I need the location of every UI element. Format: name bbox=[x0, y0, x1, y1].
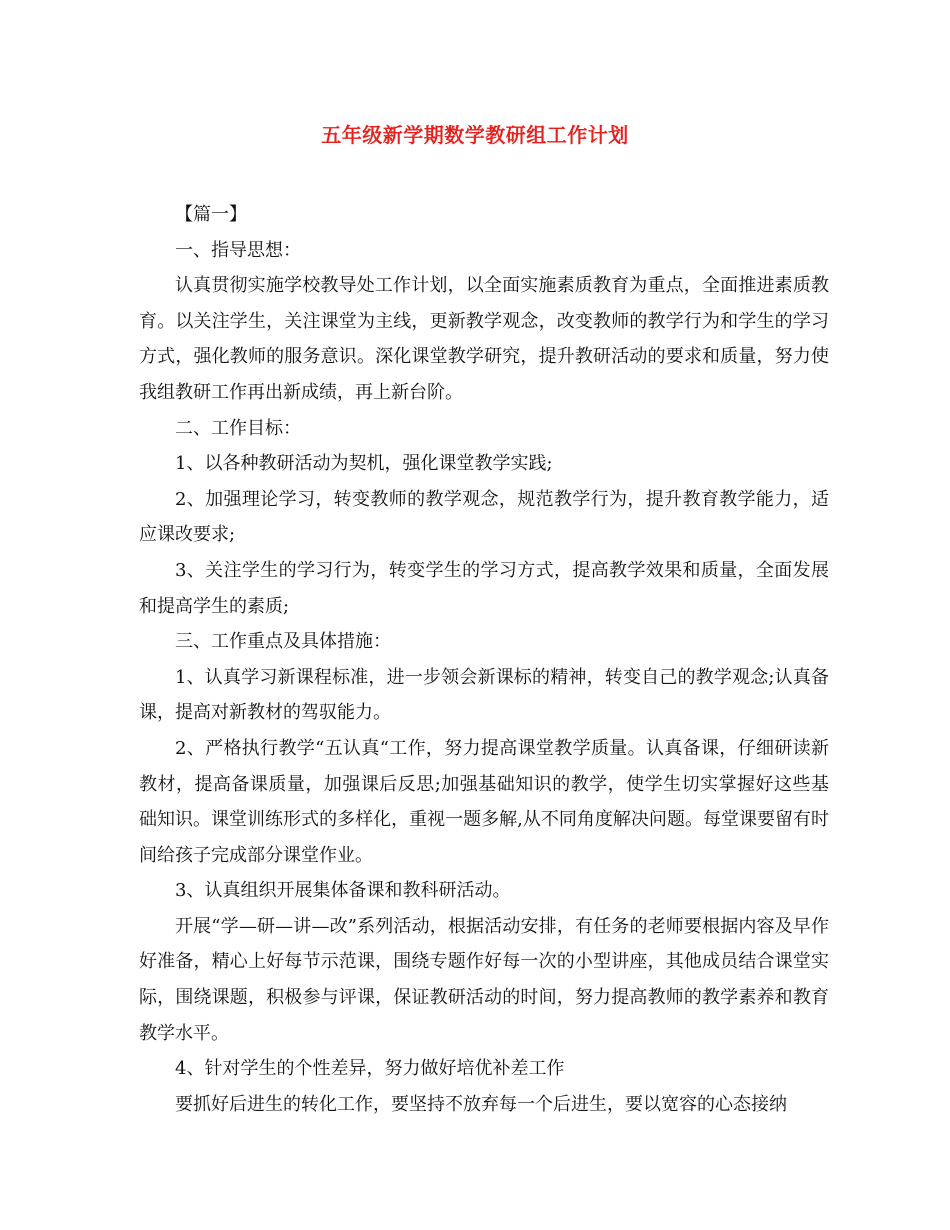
paragraph-underachievers: 要抓好后进生的转化工作，要坚持不放弃每一个后进生，要以宽容的心态接纳 bbox=[175, 1093, 787, 1115]
paragraph-guiding-idea: 认真贯彻实施学校教导处工作计划，以全面实施素质教育为重点，全面推进素质教育。以关注学生，关注课堂为主线，更新教学观念，改变教师的教学行为和学生的学习方式，强化教师的服务意识。深化课堂教学研究，提升教研活动的要求和质量，努力使我组教研工作再出新成绩，再上新台阶。 bbox=[139, 275, 829, 403]
measure-item-1: 1、认真学习新课程标准，进一步领会新课标的精神，转变自己的教学观念;认真备课，提高对新教材的驾驭能力。 bbox=[139, 666, 829, 724]
paragraph-activities: 开展“学—研—讲—改”系列活动，根据活动安排，有任务的老师要根据内容及早作好准备，精心上好每节示范课，围绕专题作好每一次的小型讲座，其他成员结合课堂实际，围绕课题，积极参与评课，保证教研活动的时间，努力提高教师的教学素养和教育教学水平。 bbox=[139, 915, 829, 1044]
measure-item-3: 3、认真组织开展集体备课和教科研活动。 bbox=[175, 880, 511, 902]
heading-guiding-idea: 一、指导思想： bbox=[175, 239, 301, 261]
measure-item-2: 2、严格执行教学“五认真“工作，努力提高课堂教学质量。认真备课，仔细研读新教材，提高备课质量，加强课后反思;加强基础知识的教学，使学生切实掌握好这些基础知识。课堂训练形式的多样化，重视一题多解,从不同角度解决问题。每堂课要留有时间给孩子完成部分课堂作业。 bbox=[139, 737, 829, 866]
measure-item-4: 4、针对学生的个性差异，努力做好培优补差工作 bbox=[175, 1058, 565, 1080]
goal-item-3: 3、关注学生的学习行为，转变学生的学习方式，提高教学效果和质量，全面发展和提高学生的素质; bbox=[139, 559, 829, 617]
document-title: 五年级新学期数学教研组工作计划 bbox=[321, 123, 629, 147]
section-tag: 【篇一】 bbox=[175, 204, 247, 225]
heading-work-goals: 二、工作目标： bbox=[175, 417, 301, 439]
goal-item-1: 1、以各种教研活动为契机，强化课堂教学实践; bbox=[175, 453, 553, 475]
heading-key-measures: 三、工作重点及具体措施： bbox=[175, 631, 391, 653]
goal-item-2: 2、加强理论学习，转变教师的教学观念，规范教学行为，提升教育教学能力，适应课改要求; bbox=[139, 488, 829, 546]
document-body bbox=[139, 197, 829, 1122]
